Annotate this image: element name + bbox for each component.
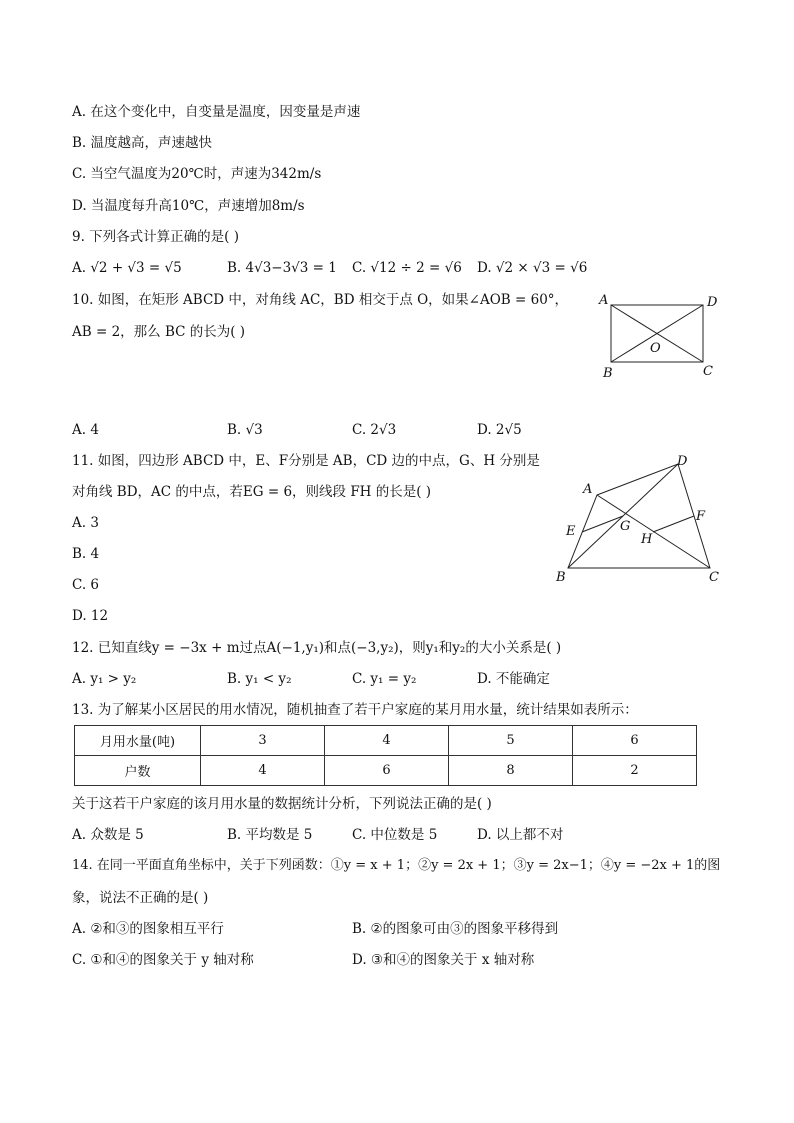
q11-option-d: D. 12 bbox=[72, 608, 109, 624]
q13-water-table bbox=[74, 725, 697, 786]
q13-option-c: C. 中位数是 5 bbox=[352, 827, 438, 843]
q10-option-b: B. √3 bbox=[227, 422, 263, 438]
table-row bbox=[75, 726, 697, 756]
q12-option-a: A. y₁ > y₂ bbox=[72, 671, 137, 687]
q9-option-b: B. 4√3−3√3 = 1 bbox=[227, 260, 337, 276]
q14-option-c: C. ①和④的图象关于 y 轴对称 bbox=[72, 952, 254, 968]
q10-option-c: C. 2√3 bbox=[352, 422, 397, 438]
q11-stem-line2: 对角线 BD，AC 的中点，若EG = 6，则线段 FH 的长是( ) bbox=[72, 484, 432, 500]
q13-option-a: A. 众数是 5 bbox=[72, 827, 144, 843]
q9-stem: 9. 下列各式计算正确的是( ) bbox=[72, 229, 239, 245]
q12-option-d: D. 不能确定 bbox=[477, 671, 550, 687]
q14-option-b: B. ②的图象可由③的图象平移得到 bbox=[352, 921, 559, 937]
q11-label-c: C bbox=[709, 570, 719, 585]
q11-quadrilateral-figure bbox=[550, 450, 730, 590]
q9-option-c: C. √12 ÷ 2 = √6 bbox=[352, 260, 462, 276]
q10-stem-line1: 10. 如图，在矩形 ABCD 中，对角线 AC，BD 相交于点 O，如果∠AOB = 60°， bbox=[72, 292, 569, 308]
table-cell: 8 bbox=[449, 756, 573, 786]
table-cell: 2 bbox=[573, 756, 697, 786]
q12-option-c: C. y₁ = y₂ bbox=[352, 671, 417, 687]
q10-label-d: D bbox=[707, 295, 718, 310]
q9-option-a: A. √2 + √3 = √5 bbox=[72, 260, 182, 276]
table-cell: 5 bbox=[449, 726, 573, 756]
table-row-header: 月用水量(吨) bbox=[75, 726, 201, 756]
q11-label-g: G bbox=[620, 519, 631, 534]
table-cell: 6 bbox=[573, 726, 697, 756]
table-row-header: 户数 bbox=[75, 756, 201, 786]
table-cell: 4 bbox=[201, 756, 325, 786]
table-cell: 4 bbox=[325, 726, 449, 756]
q8-option-d: D. 当温度每升高10℃，声速增加8m/s bbox=[72, 198, 305, 214]
q13-follow-text: 关于这若干户家庭的该月用水量的数据统计分析，下列说法正确的是( ) bbox=[72, 796, 492, 812]
q11-option-b: B. 4 bbox=[72, 546, 100, 562]
q9-option-d: D. √2 × √3 = √6 bbox=[477, 260, 588, 276]
q11-label-d: D bbox=[677, 454, 688, 469]
table-cell: 6 bbox=[325, 756, 449, 786]
q14-stem-line1: 14. 在同一平面直角坐标中，关于下列函数：①y = x + 1；②y = 2x + 1；③y = 2x−1；④y = −2x + 1的图 bbox=[72, 858, 721, 873]
q11-stem-line1: 11. 如图，四边形 ABCD 中，E、F分别是 AB，CD 边的中点，G、H 分别是 bbox=[72, 453, 540, 469]
q8-option-a: A. 在这个变化中，自变量是温度，因变量是声速 bbox=[72, 104, 361, 120]
q11-label-b: B bbox=[556, 570, 566, 585]
table-row bbox=[75, 756, 697, 786]
q14-option-a: A. ②和③的图象相互平行 bbox=[72, 921, 224, 937]
table-cell: 3 bbox=[201, 726, 325, 756]
q13-stem: 13. 为了解某小区居民的用水情况，随机抽查了若干户家庭的某月用水量，统计结果如表所示： bbox=[72, 702, 638, 718]
q10-label-o: O bbox=[650, 341, 661, 356]
q8-option-c: C. 当空气温度为20℃时，声速为342m/s bbox=[72, 166, 322, 182]
q13-option-b: B. 平均数是 5 bbox=[227, 827, 313, 843]
q11-option-a: A. 3 bbox=[72, 515, 99, 531]
q14-option-d: D. ③和④的图象关于 x 轴对称 bbox=[352, 952, 535, 968]
q11-label-a: A bbox=[583, 482, 593, 497]
q11-segment-fh bbox=[653, 516, 694, 532]
q11-label-h: H bbox=[641, 532, 653, 547]
q11-quadrilateral bbox=[568, 464, 710, 568]
q10-stem-line2: AB = 2，那么 BC 的长为( ) bbox=[72, 324, 246, 340]
q10-label-c: C bbox=[703, 364, 713, 379]
q13-option-d: D. 以上都不对 bbox=[477, 827, 564, 843]
q11-label-f: F bbox=[696, 509, 706, 524]
q11-option-c: C. 6 bbox=[72, 577, 100, 593]
q8-option-b: B. 温度越高，声速越快 bbox=[72, 135, 213, 151]
q12-stem: 12. 已知直线y = −3x + m过点A(−1,y₁)和点(−3,y₂)，则y₁和y₂的大小关系是( ) bbox=[72, 640, 562, 656]
q10-rectangle-figure bbox=[594, 288, 724, 383]
q10-option-d: D. 2√5 bbox=[477, 422, 522, 438]
q14-stem-line2: 象，说法不正确的是( ) bbox=[72, 890, 209, 906]
q12-option-b: B. y₁ < y₂ bbox=[227, 671, 292, 687]
q11-label-e: E bbox=[566, 524, 576, 539]
q10-label-a: A bbox=[599, 293, 609, 308]
q10-option-a: A. 4 bbox=[72, 422, 99, 438]
q10-label-b: B bbox=[603, 366, 613, 381]
